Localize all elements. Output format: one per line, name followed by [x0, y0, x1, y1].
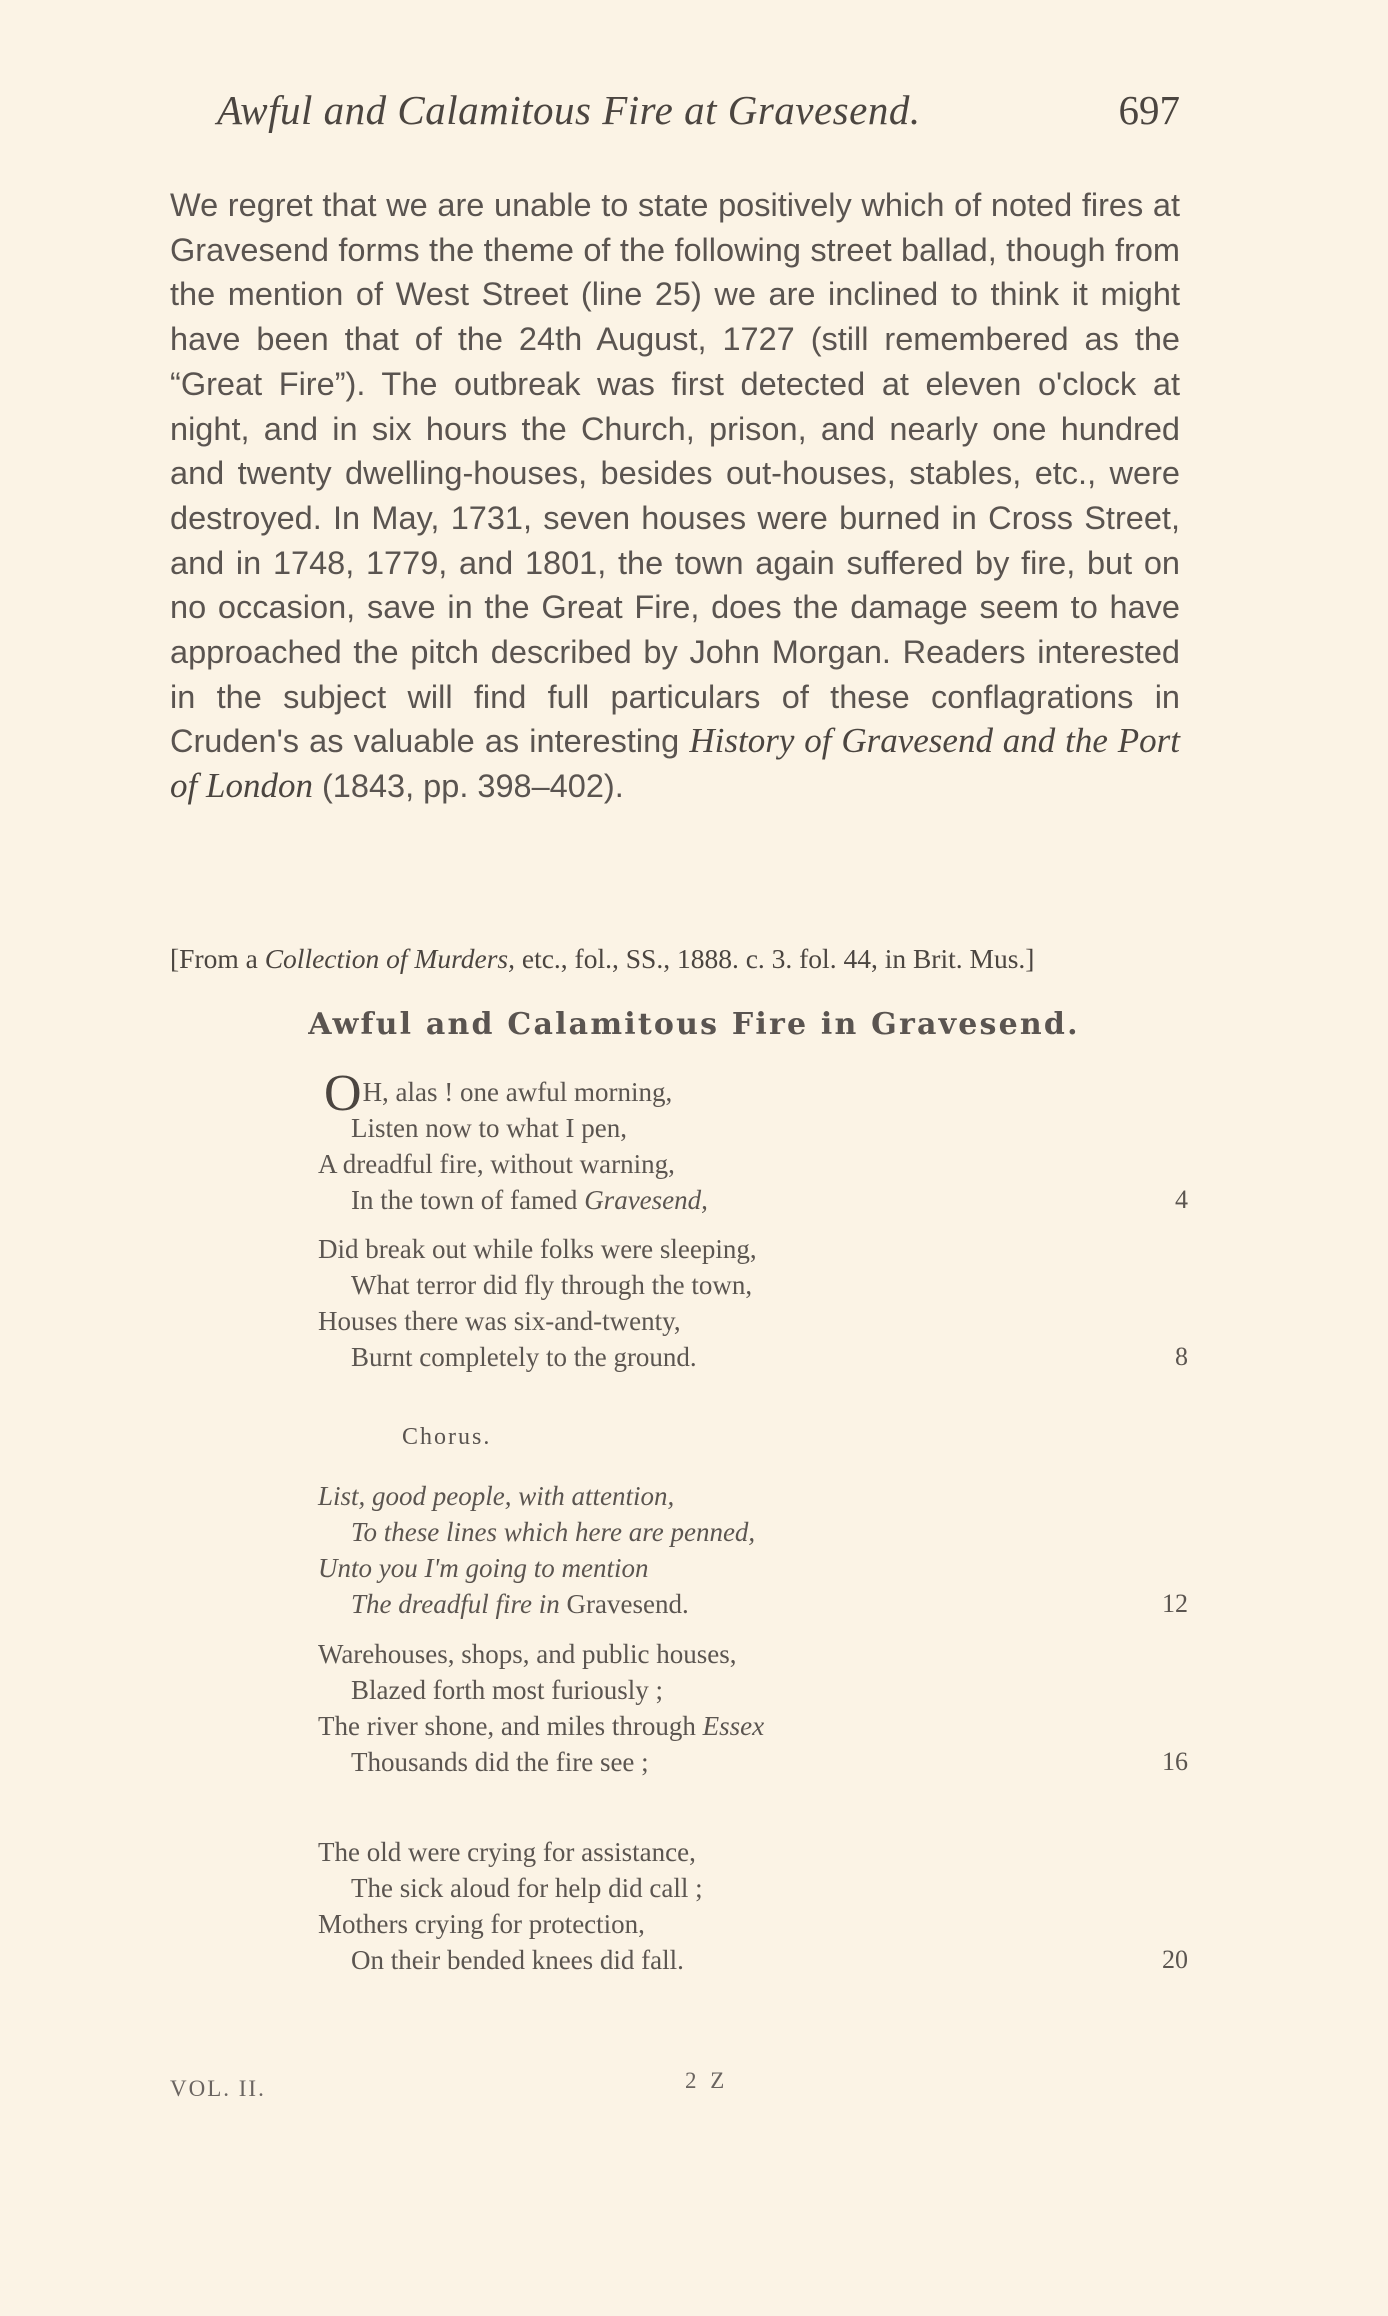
line-number: 12 — [1162, 1589, 1188, 1618]
line-number: 8 — [1175, 1342, 1188, 1371]
stanza-4 — [318, 1834, 1188, 1978]
place-name: Gravesend. — [566, 1589, 689, 1619]
drop-cap: O — [324, 1065, 362, 1122]
verse-line: The old were crying for assistance, — [318, 1837, 696, 1867]
verse-line: The dreadful fire in Gravesend. 12 — [318, 1586, 1188, 1622]
verse-line: The river shone, and miles through Essex — [318, 1711, 765, 1741]
volume-marker: VOL. II. — [170, 2076, 266, 2101]
line-number: 20 — [1162, 1945, 1188, 1974]
stanza-1 — [318, 1065, 1188, 1218]
chorus-heading: Chorus. — [402, 1424, 492, 1450]
verse-line: Did break out while folks were sleeping, — [318, 1234, 757, 1264]
verse-line: Thousands did the fire see ; 16 — [318, 1744, 1188, 1780]
page-number: 697 — [1118, 87, 1180, 133]
line-number: 4 — [1175, 1185, 1188, 1214]
stanza-3 — [318, 1636, 1188, 1780]
verse-line: To these lines which here are penned, — [351, 1517, 756, 1547]
verse-line: In the town of famed Gravesend, 4 — [318, 1182, 1188, 1218]
line-number: 16 — [1162, 1747, 1188, 1776]
running-head — [215, 86, 1180, 146]
place-name: Gravesend, — [584, 1185, 708, 1215]
source-collection: Collection of Murders, — [264, 943, 515, 974]
verse-line: On their bended knees did fall. 20 — [318, 1942, 1188, 1978]
intro-text: We regret that we are unable to state positively which of noted fires at Gravesend forms the theme of the following street ballad, though from the mention of West Street (line 25) we are inclined to think it might have been that of the 24th August, 1727 (still remembered as the “Great Fire”). The outbreak was first detected at eleven o'clock at night, and in six hours the Church, prison, and nearly one hundred and twenty dwelling-houses, besides out-houses, stables, etc., were destroyed. In May, 1731, seven houses were burned in Cross Street, and in 1748, 1779, and 1801, the town again suffered by fire, but on no occasion, save in the Great Fire, does the damage seem to have approached the pitch described by John Morgan. Readers interested in the subject will find full particulars of these conflagrations in Cruden's as valuable as interesting — [170, 187, 1180, 760]
verse-line: OH, alas ! one awful morning, — [324, 1065, 673, 1122]
verse-line: Mothers crying for protection, — [318, 1909, 645, 1939]
verse-line: List, good people, with attention, — [318, 1481, 675, 1511]
place-name: Essex — [702, 1711, 765, 1741]
stanza-2 — [318, 1231, 1188, 1375]
verse-line: Blazed forth most furiously ; — [351, 1675, 663, 1705]
chorus — [318, 1478, 1188, 1622]
source-suffix: etc., fol., SS., 1888. c. 3. fol. 44, in Brit. Mus.] — [521, 943, 1035, 974]
verse-line: Houses there was six-and-twenty, — [318, 1306, 681, 1336]
ballad-title: Awful and Calamitous Fire in Gravesend. — [308, 1007, 1080, 1042]
verse-line: The sick aloud for help did call ; — [351, 1873, 703, 1903]
running-title: Awful and Calamitous Fire at Gravesend. — [217, 87, 921, 133]
verse-line: Warehouses, shops, and public houses, — [318, 1639, 737, 1669]
book-title: History of Gravesend and the Port of London — [170, 721, 1180, 806]
intro-paragraph — [170, 183, 1180, 809]
source-prefix: [From a — [170, 943, 258, 974]
verse-line: A dreadful fire, without warning, — [318, 1149, 675, 1179]
verse-line: Burnt completely to the ground. 8 — [318, 1339, 1188, 1375]
source-note — [170, 943, 1185, 975]
verse-line: Unto you I'm going to mention — [318, 1553, 649, 1583]
verse-line: What terror did fly through the town, — [351, 1270, 753, 1300]
intro-citation: (1843, pp. 398–402). — [321, 768, 624, 805]
signature-mark: 2 Z — [685, 2068, 729, 2093]
verse-line: Listen now to what I pen, — [351, 1113, 627, 1143]
